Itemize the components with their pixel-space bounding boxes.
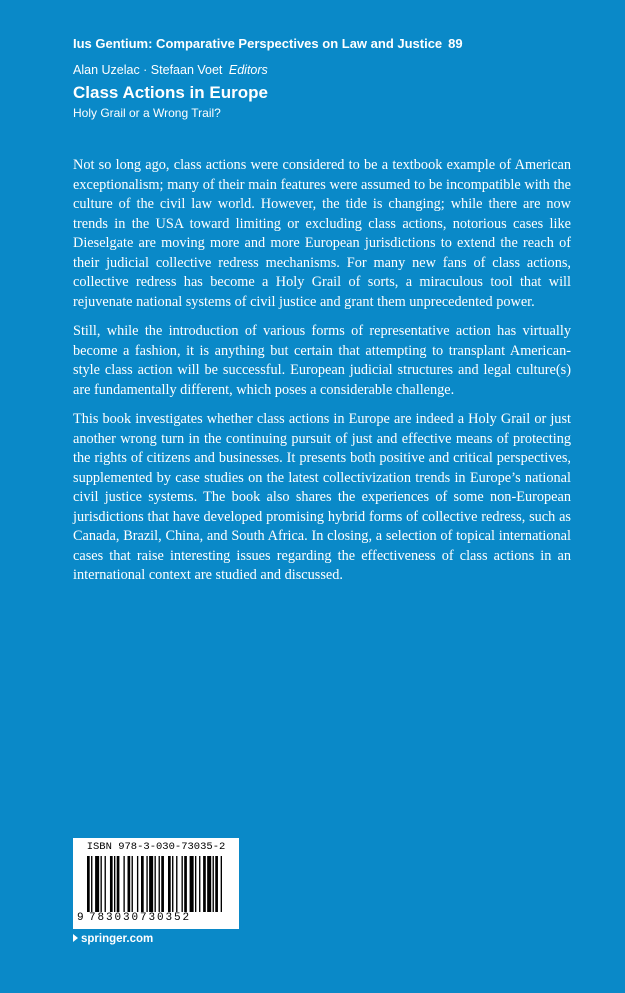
- barcode-bar: [199, 856, 200, 912]
- barcode-bar: [195, 856, 196, 912]
- barcode-bar: [149, 856, 153, 912]
- barcode-bar: [172, 856, 173, 912]
- blurb-paragraph: Still, while the introduction of various forms of representative action has virtually become a fashion, it is anything but certain that attempting to transplant American-style class action will be successful. European judicial structures and legal culture(s) are fundamentally different, which poses a considerable challenge.: [73, 323, 571, 398]
- barcode-bar: [159, 856, 160, 912]
- barcode-bar: [213, 856, 214, 912]
- editor-names: Alan Uzelac · Stefaan Voet: [73, 63, 223, 77]
- back-cover-blurb: [73, 156, 571, 596]
- series-name: Ius Gentium: Comparative Perspectives on Law and Justice: [73, 36, 443, 51]
- arrow-right-icon: [73, 934, 78, 942]
- barcode-bar: [105, 856, 106, 912]
- barcode-bar: [190, 856, 194, 912]
- series-title: [73, 36, 463, 51]
- isbn-label: ISBN 978-3-030-73035-2: [86, 841, 226, 853]
- barcode-digits: 783030730352: [89, 912, 192, 924]
- editors-role: Editors: [228, 63, 268, 77]
- barcode-bar: [87, 856, 90, 912]
- barcode-bar: [203, 856, 206, 912]
- barcode-first-digit: 9: [77, 912, 84, 924]
- barcode-bar: [137, 856, 138, 912]
- barcode-bar: [161, 856, 164, 912]
- barcode-bar: [146, 856, 147, 912]
- blurb-paragraph: Not so long ago, class actions were considered to be a textbook example of American exceptionalism; many of their main features were assumed to be incompatible with the culture of the civil law world. However, the tide is changing; while there are now trends in the USA toward limiting or excluding class actions, notorious cases like Dieselgate are moving more and more European jurisdictions to extend the reach of their judicial collective redress mechanisms. For many new fans of class actions, collective redress has become a Holy Grail of sorts, a miraculous tool that will rejuvenate national systems of civil justice and grant them unprecedented power.: [73, 157, 571, 310]
- barcode-bar: [155, 856, 156, 912]
- publisher-link[interactable]: [73, 933, 153, 945]
- barcode-bar: [168, 856, 171, 912]
- isbn-barcode: [73, 838, 239, 929]
- barcode-bar: [110, 856, 113, 912]
- book-subtitle: Holy Grail or a Wrong Trail?: [73, 106, 221, 120]
- barcode-bar: [128, 856, 131, 912]
- barcode-bar: [182, 856, 183, 912]
- barcode-bar: [132, 856, 133, 912]
- barcode-bar: [176, 856, 177, 912]
- book-title: Class Actions in Europe: [73, 83, 268, 102]
- publisher-url: springer.com: [81, 933, 154, 945]
- barcode-bar: [101, 856, 102, 912]
- barcode-bar: [95, 856, 99, 912]
- barcode-bar: [221, 856, 222, 912]
- barcode-bar: [123, 856, 124, 912]
- series-number: 89: [448, 36, 463, 51]
- barcode-bar: [91, 856, 92, 912]
- barcode-bar: [207, 856, 211, 912]
- editors-line: [73, 63, 268, 77]
- blurb-paragraph: This book investigates whether class actions in Europe are indeed a Holy Grail or just another wrong turn in the continuing pursuit of just and effective means of protecting the rights of citizens and businesses. It presents both positive and critical perspectives, supplemented by case studies on the latest collectivization trends in Europe’s national civil justice systems. The book also shares the experiences of some non-European jurisdictions that have developed promising hybrid forms of collective redress, such as Canada, Brazil, China, and South Africa. In closing, a selection of topical international cases that raise interesting issues regarding the effectiveness of class actions in an international context are studied and discussed.: [73, 411, 571, 583]
- barcode-bar: [184, 856, 187, 912]
- barcode-bar: [117, 856, 120, 912]
- barcode-bar: [141, 856, 144, 912]
- barcode-bar: [215, 856, 218, 912]
- barcode-bar: [114, 856, 115, 912]
